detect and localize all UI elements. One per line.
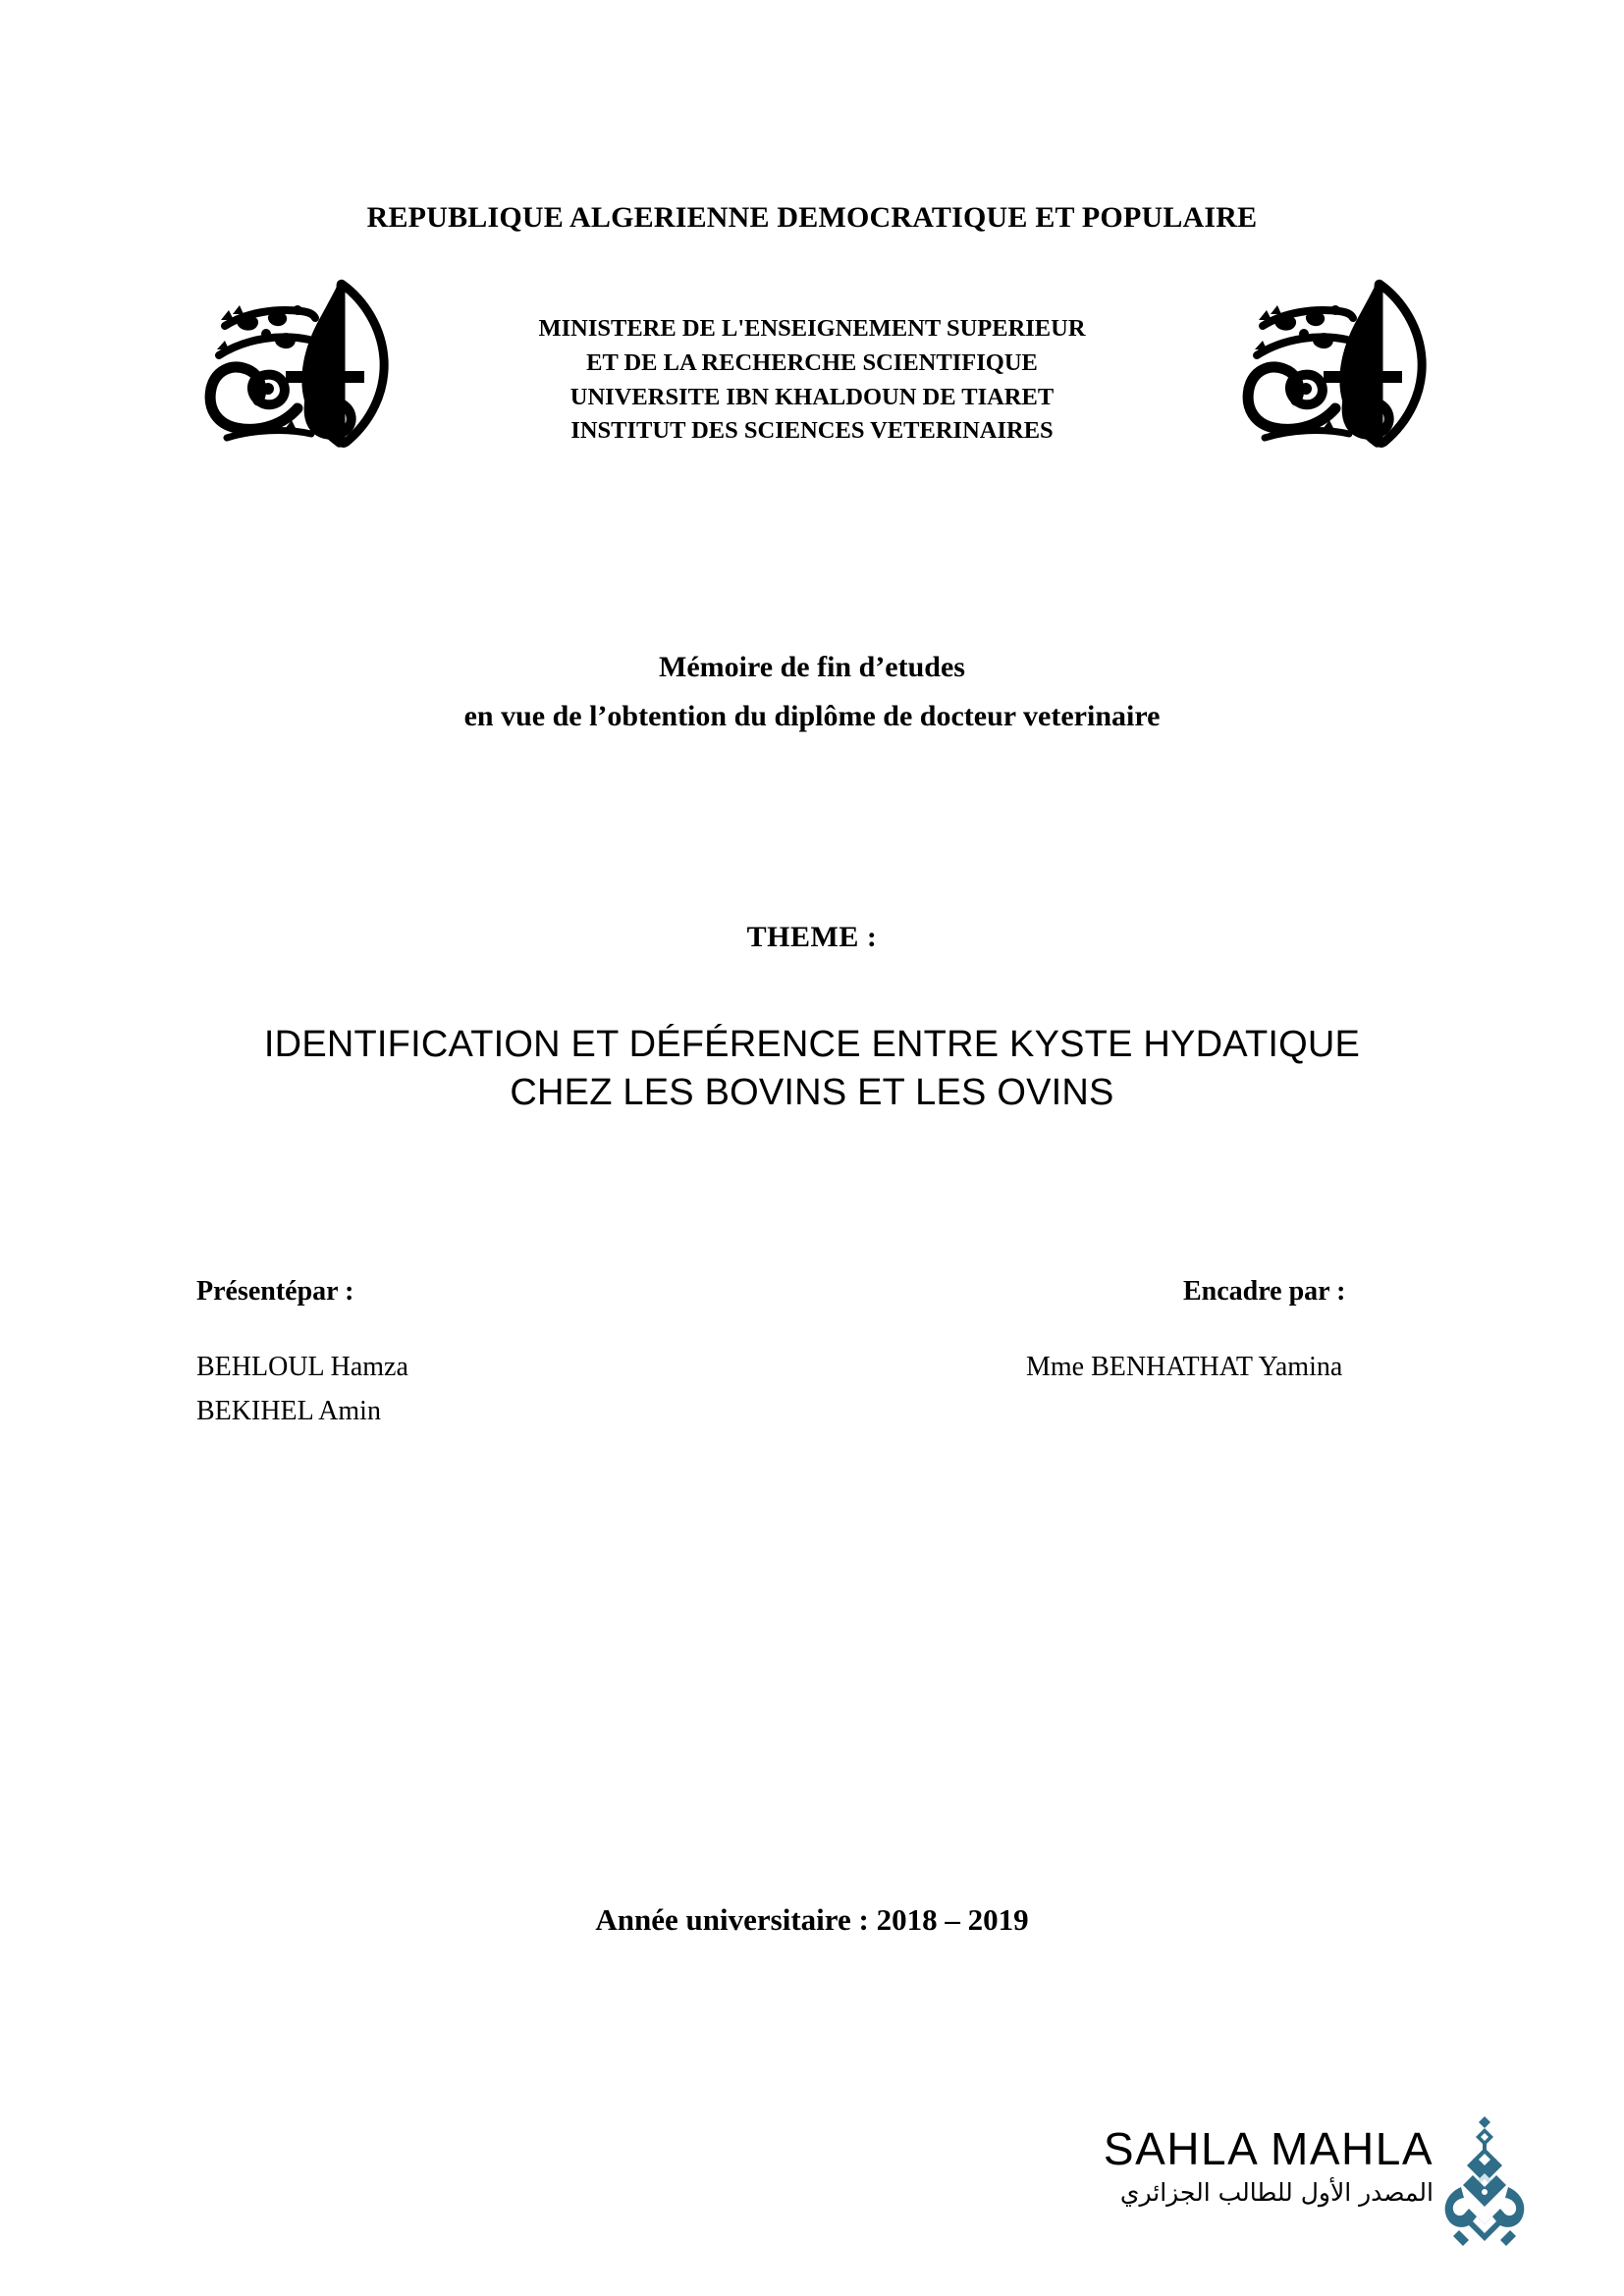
author-name: BEKIHEL Amin [196,1396,381,1427]
watermark-tagline: المصدر الأول للطالب الجزائري [1119,2178,1434,2207]
thesis-title [0,1021,1624,1116]
author-list [196,1345,408,1434]
presented-by-label: Présentépar : [196,1276,354,1307]
theme-label: THEME : [746,921,878,953]
memoire-statement [0,643,1624,740]
academic-year: Année universitaire : 2018 – 2019 [595,1902,1029,1937]
university-seal-icon-left [191,265,398,456]
watermark-brand: SAHLA MAHLA [1103,2123,1434,2174]
republic-heading: REPUBLIQUE ALGERIENNE DEMOCRATIQUE ET POPULAIRE [366,201,1258,234]
supervisor-list [1026,1345,1345,1389]
credits-section [0,1276,1624,1472]
header-band [0,265,1624,471]
thesis-title-line-2: CHEZ LES BOVINS ET LES OVINS [510,1071,1114,1113]
ministry-line-3: UNIVERSITE IBN KHALDOUN DE TIARET [569,383,1055,410]
supervisor-name: Mme BENHATHAT Yamina [1026,1352,1343,1382]
presented-by-column [196,1276,408,1434]
watermark-text-group [1070,2123,1434,2208]
memoire-line-2: en vue de l’obtention du diplôme de docteur veterinaire [463,699,1161,732]
ministry-line-2: ET DE LA RECHERCHE SCIENTIFIQUE [586,348,1038,376]
supervised-by-label: Encadre par : [1183,1276,1346,1307]
sahla-mahla-emblem-icon [1437,2114,1532,2252]
supervised-by-column [1026,1276,1345,1389]
ministry-line-4: INSTITUT DES SCIENCES VETERINAIRES [570,417,1054,445]
thesis-title-line-1: IDENTIFICATION ET DÉFÉRENCE ENTRE KYSTE HYDATIQUE [263,1024,1361,1065]
memoire-line-1: Mémoire de fin d’etudes [659,651,965,683]
sahla-mahla-watermark [1070,2118,1532,2256]
author-name: BEHLOUL Hamza [196,1352,408,1382]
ministry-line-1: MINISTERE DE L'ENSEIGNEMENT SUPERIEUR [538,315,1086,342]
university-seal-icon-right [1229,265,1435,456]
ministry-address-block [538,312,1085,449]
